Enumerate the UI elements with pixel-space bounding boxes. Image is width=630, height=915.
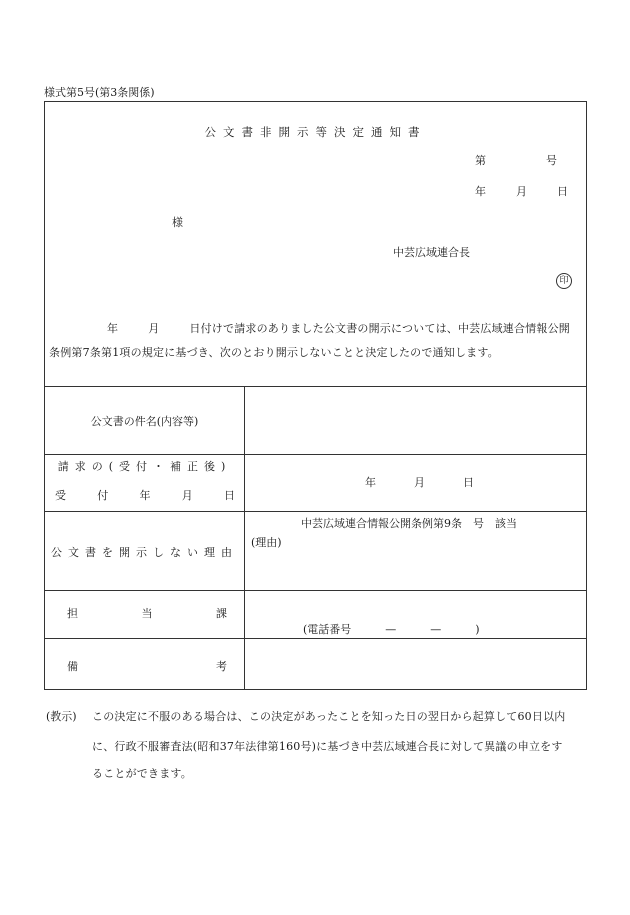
receipt-char: 日 (224, 489, 235, 502)
number-suffix: 号 (546, 154, 557, 167)
phone-dash: — (385, 623, 397, 636)
request-date-label: 請求の(受付・補正後) (57, 460, 232, 473)
document-number-line (475, 152, 557, 168)
form-number-label: 様式第5号(第3条関係) (44, 86, 155, 99)
row-divider (45, 454, 586, 455)
notice-line-2: に、行政不服審査法(昭和37年法律第160号)に基づき中芸広域連合長に対して異議の申立をす (92, 740, 563, 753)
receipt-char: 年 (139, 489, 151, 502)
addressee-honorific: 様 (172, 216, 183, 229)
receipt-char: 付 (97, 489, 109, 502)
receipt-char: 受 (55, 489, 66, 502)
request-date-value (365, 474, 474, 490)
day-label: 日 (557, 185, 568, 198)
body-year: 年 (107, 322, 119, 335)
month-label: 月 (414, 476, 425, 489)
non-disclosure-reason-label: 公文書を開示しない理由 (51, 546, 238, 559)
receipt-char: 月 (181, 489, 193, 502)
phone-number-field (303, 621, 480, 637)
sender-name: 中芸広域連合長 (393, 246, 470, 259)
applicable-article-text: 中芸広域連合情報公開条例第9条 号 該当 (301, 517, 517, 530)
department-char: 担 (67, 607, 78, 620)
body-rest: 日付けで請求のありました公文書の開示については、中芸広域連合情報公開 (189, 322, 570, 335)
department-label (67, 605, 227, 621)
number-prefix: 第 (475, 154, 486, 167)
year-label: 年 (475, 185, 486, 198)
issue-date-line (475, 183, 568, 199)
document-subject-label: 公文書の件名(内容等) (90, 415, 199, 428)
notice-line-3: ることができます。 (92, 767, 192, 780)
notice-label: (教示) (46, 710, 77, 723)
notice-form-box (44, 101, 587, 690)
seal-mark: 印 (556, 273, 572, 289)
department-char: 当 (141, 607, 153, 620)
phone-dash: — (430, 623, 442, 636)
receipt-date-label (55, 487, 235, 503)
day-label: 日 (463, 476, 474, 489)
row-divider (45, 511, 586, 512)
body-text-line-2: 条例第7条第1項の規定に基づき、次のとおり開示しないことと決定したので通知します。 (49, 346, 499, 359)
body-month: 月 (148, 322, 160, 335)
phone-suffix: ) (475, 623, 480, 636)
column-divider (244, 386, 245, 689)
remarks-char: 考 (216, 660, 227, 673)
reason-text: (理由) (251, 536, 282, 549)
document-title: 公文書非開示等決定通知書 (204, 125, 427, 139)
row-divider (45, 590, 586, 591)
department-char: 課 (216, 607, 227, 620)
body-text-line-1 (107, 320, 570, 336)
month-label: 月 (516, 185, 527, 198)
phone-prefix: (電話番号 (303, 623, 352, 636)
remarks-label (67, 658, 227, 674)
year-label: 年 (365, 476, 376, 489)
remarks-char: 備 (67, 660, 78, 673)
table-top-border (45, 386, 586, 387)
notice-line-1: この決定に不服のある場合は、この決定があったことを知った日の翌日から起算して60日以内 (92, 710, 566, 723)
row-divider (45, 638, 586, 639)
